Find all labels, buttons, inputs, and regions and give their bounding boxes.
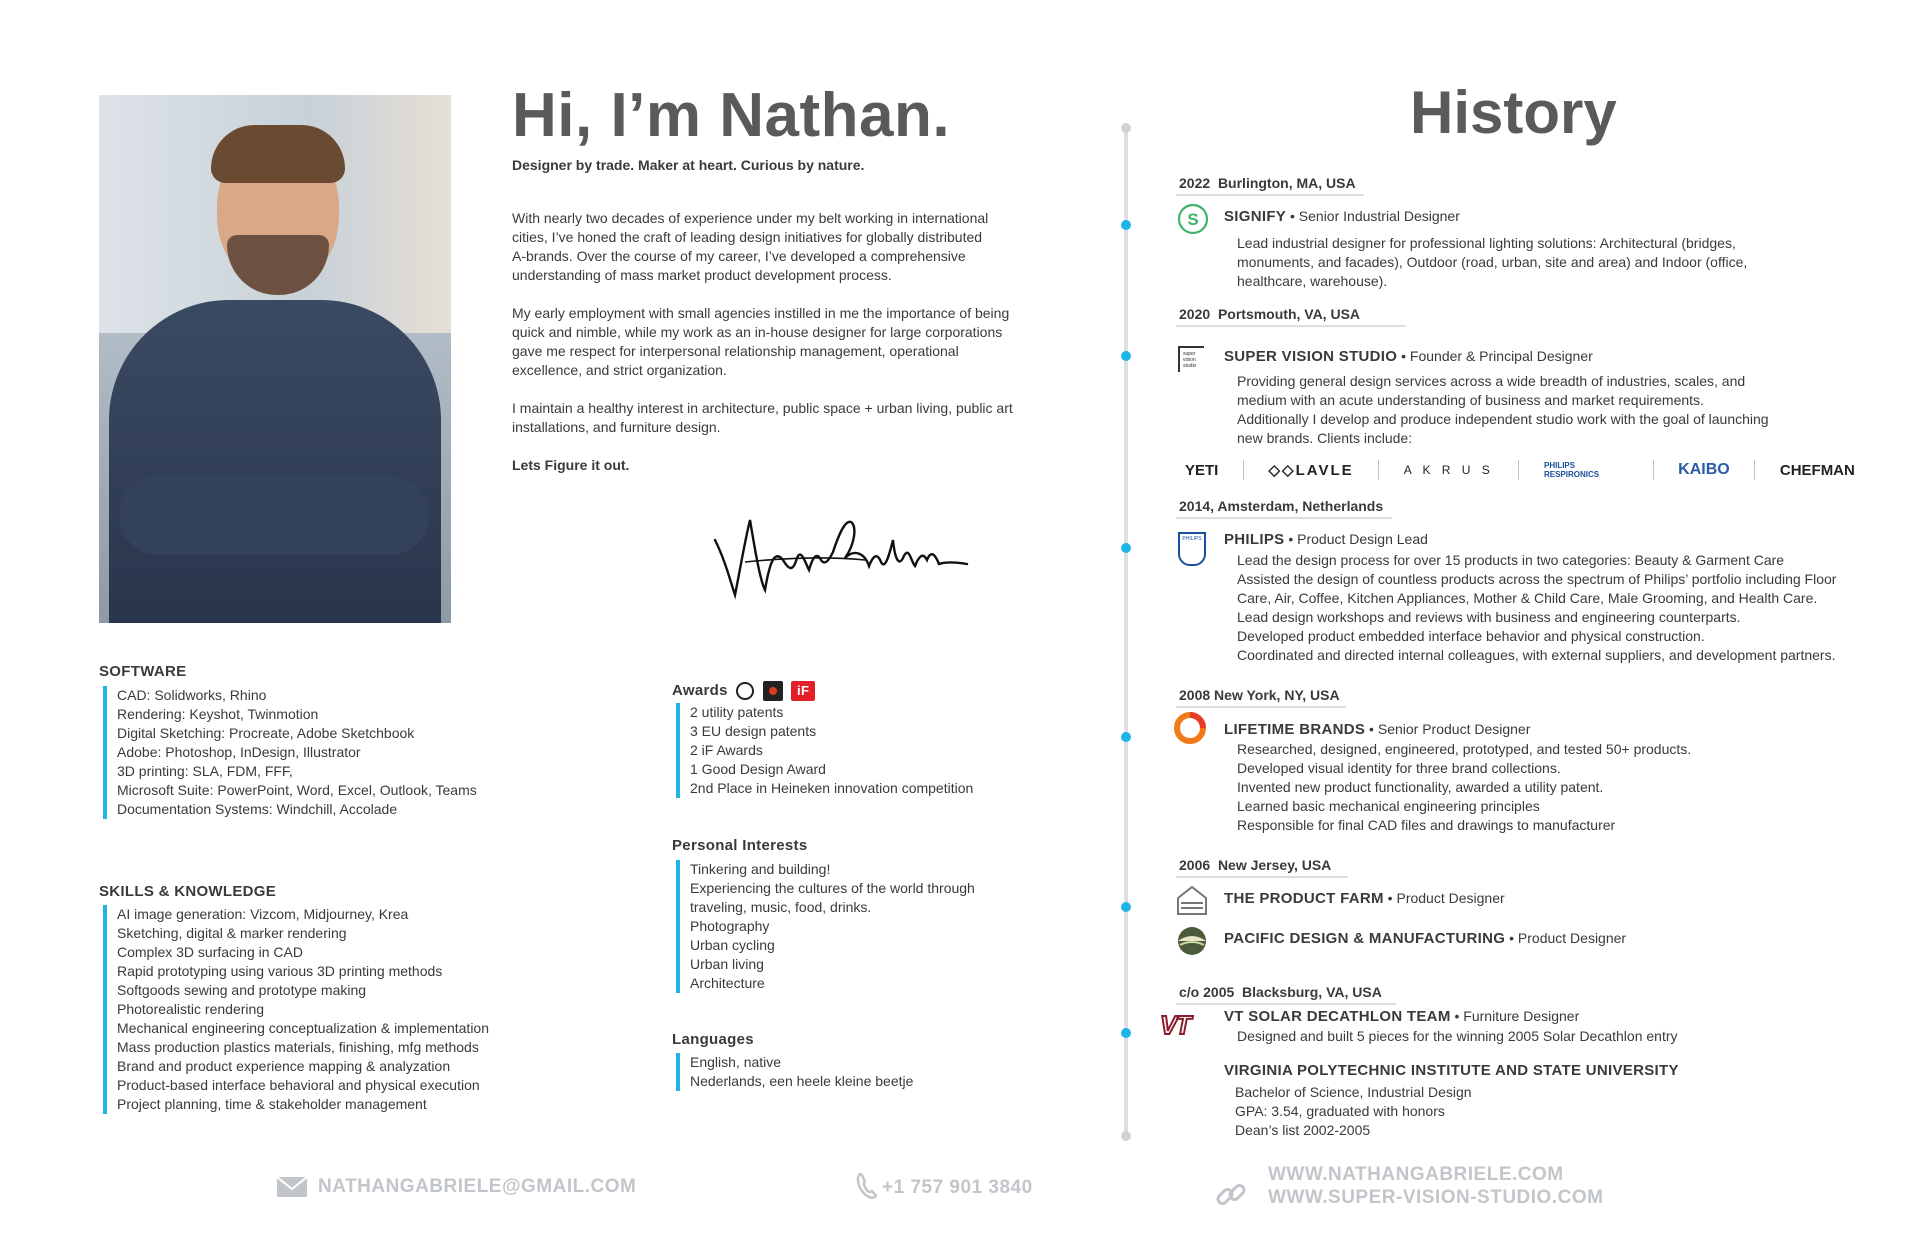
education-description: Bachelor of Science, Industrial Design GPA: 3.54, graduated with honors Dean’s list 2002-2005 [1235,1084,1472,1138]
history-description: Lead the design process for over 15 products in two categories: Beauty & Garment Care Assisted the design of countless products across the spectrum of Philips’ portfolio including Floor Care, Air, Coffee, Kitchen Appliances, Mother & Child Care, Male Grooming, and Health Care. Lead design workshops and reviews with business and engineering counterparts. Developed product embedded interface behavior and physical construction. Coordinated and directed internal colleagues, with external suppliers, and development partners. [1237,552,1837,663]
list-item: Photorealistic rendering [117,1001,265,1017]
studio-website-link[interactable]: WWW.SUPER-VISION-STUDIO.COM [1268,1187,1604,1208]
list-item: Brand and product experience mapping & analyzation [117,1058,451,1074]
client-logo: YETI [1185,461,1219,479]
education-school: VIRGINIA POLYTECHNIC INSTITUTE AND STATE UNIVERSITY [1224,1062,1679,1079]
intro-paragraph-2: My early employment with small agencies instilled in me the importance of being quick and nimble, while my work as an in-house designer for large corporations gave me respect for interpersonal relationship management, operational excellence, and strict organization. [512,305,1010,378]
email-link[interactable]: NATHANGABRIELE@GMAIL.COM [318,1176,637,1197]
list-item: Nederlands, een heele kleine beetje [690,1073,914,1089]
client-logo: PHILIPS RESPIRONICS [1543,461,1600,479]
intro-paragraph-1: With nearly two decades of experience under my belt working in international cities, I’ve honed the craft of leading design initiatives for globally distributed A-brands. Over the course of my career, I’ve developed a comprehensive understanding of mass market product development process. [512,210,989,283]
lifetime-brands-logo-icon [1174,712,1206,744]
history-company: SIGNIFY • Senior Industrial Designer [1224,208,1460,225]
timeline-dot [1121,220,1131,230]
signify-logo-icon [1177,203,1209,235]
page-title: Hi, I’m Nathan. [512,81,951,150]
languages-title: Languages [672,1031,754,1048]
pacific-design-logo-icon [1176,925,1208,957]
list-item: Documentation Systems: Windchill, Accolade [117,801,398,817]
product-farm-logo-icon [1176,884,1208,916]
vt-logo-icon: VT [1160,1010,1190,1040]
if-award-icon: iF [791,681,815,701]
list-item: Mechanical engineering conceptualization & implementation [117,1020,490,1036]
timeline-line [1124,126,1128,1138]
history-description: Lead industrial designer for professional lighting solutions: Architectural (bridges, monuments, and facades), Outdoor (road, urban, site and area) and Indoor (office, healthcare, warehouse). [1237,235,1748,289]
list-item: Architecture [690,975,765,991]
timeline-dot [1121,1028,1131,1038]
list-item: CAD: Solidworks, Rhino [117,687,267,703]
awards-list [676,703,973,798]
intro-paragraph-3: I maintain a healthy interest in architecture, public space + urban living, public art installations, and furniture design. [512,400,1013,435]
list-item: Rapid prototyping using various 3D printing methods [117,963,443,979]
list-item: Softgoods sewing and prototype making [117,982,367,998]
super-vision-studio-logo-icon: super vision studio [1178,346,1204,372]
history-description: Researched, designed, engineered, prototyped, and tested 50+ products. Developed visual identity for three brand collections. Invented new product functionality, awarded a utility patent. Learned basic mechanical engineering principles Responsible for final CAD files and drawings to manufacturer [1237,741,1692,833]
red-dot-award-icon [763,681,783,701]
list-item: 2nd Place in Heineken innovation competition [690,780,974,796]
profile-photo [99,95,451,623]
list-item: Urban cycling [690,937,775,953]
history-location: 2020 Portsmouth, VA, USA [1179,306,1361,322]
client-logo: CHEFMAN [1779,461,1855,479]
timeline-dot [1121,543,1131,553]
client-logo: ◇◇LAVLE [1268,462,1354,479]
list-item: Tinkering and building! [690,861,831,877]
client-logos [1185,459,1855,481]
tagline: Designer by trade. Maker at heart. Curious by nature. [512,157,865,173]
history-description: Designed and built 5 pieces for the winning 2005 Solar Decathlon entry [1237,1028,1678,1044]
history-description: Providing general design services across a wide breadth of industries, scales, and medium with an acute understanding of business and market requirements. Additionally I develop and produce independent studio work with the goal of launching new brands. Clients include: [1237,373,1769,446]
intro-closing: Lets Figure it out. [512,457,630,473]
client-logo: KAIBO [1678,461,1730,478]
timeline-start-cap [1121,123,1131,133]
list-item: Experiencing the cultures of the world through [690,880,975,896]
list-item: Complex 3D surfacing in CAD [117,944,303,960]
phone-link[interactable]: +1 757 901 3840 [882,1177,1033,1198]
list-item: Photography [690,918,770,934]
list-item: Sketching, digital & marker rendering [117,925,347,941]
history-location: 2014, Amsterdam, Netherlands [1179,498,1384,514]
timeline-dot [1121,351,1131,361]
phone-icon [856,1172,878,1200]
svg-text:S: S [1187,210,1199,229]
history-location: 2022 Burlington, MA, USA [1179,175,1356,191]
list-item: Microsoft Suite: PowerPoint, Word, Excel, Outlook, Teams [117,782,477,798]
philips-logo-icon: PHILIPS [1178,532,1206,566]
timeline-end-cap [1121,1131,1131,1141]
signature [705,500,975,610]
history-location: 2008 New York, NY, USA [1179,687,1340,703]
timeline-dot [1121,902,1131,912]
list-item: Urban living [690,956,764,972]
history-location: 2006 New Jersey, USA [1179,857,1332,873]
list-item: Project planning, time & stakeholder management [117,1096,427,1112]
history-company: THE PRODUCT FARM • Product Designer [1224,890,1505,907]
list-item: 2 iF Awards [690,742,763,758]
history-company: LIFETIME BRANDS • Senior Product Designer [1224,721,1531,738]
link-icon [1214,1178,1248,1212]
list-item: Product-based interface behavioral and physical execution [117,1077,480,1093]
history-company: PACIFIC DESIGN & MANUFACTURING • Product Designer [1224,930,1627,947]
history-company: VT SOLAR DECATHLON TEAM • Furniture Designer [1224,1008,1580,1025]
skills-list [103,905,489,1114]
list-item: English, native [690,1054,782,1070]
list-item: 1 Good Design Award [690,761,826,777]
awards-header [672,681,815,701]
email-icon [276,1176,308,1198]
list-item: Mass production plastics materials, finishing, mfg methods [117,1039,479,1055]
list-item: AI image generation: Vizcom, Midjourney, Krea [117,906,409,922]
list-item: traveling, music, food, drinks. [690,899,872,915]
list-item: 2 utility patents [690,704,784,720]
interests-list [676,860,975,993]
software-list [103,686,477,819]
list-item: 3D printing: SLA, FDM, FFF, [117,763,293,779]
list-item: Adobe: Photoshop, InDesign, Illustrator [117,744,361,760]
history-company: PHILIPS • Product Design Lead [1224,531,1428,548]
skills-title: SKILLS & KNOWLEDGE [99,883,277,900]
client-logo: A K R U S [1403,463,1494,477]
good-design-award-icon [736,682,754,700]
history-company: SUPER VISION STUDIO • Founder & Principal Designer [1224,348,1593,365]
timeline-dot [1121,732,1131,742]
list-item: 3 EU design patents [690,723,817,739]
awards-title: Awards [672,681,728,699]
history-location: c/o 2005 Blacksburg, VA, USA [1179,984,1382,1000]
list-item: Digital Sketching: Procreate, Adobe Sketchbook [117,725,415,741]
software-title: SOFTWARE [99,663,187,680]
website-link[interactable]: WWW.NATHANGABRIELE.COM [1268,1164,1564,1185]
list-item: Rendering: Keyshot, Twinmotion [117,706,319,722]
interests-title: Personal Interests [672,837,808,854]
languages-list [676,1053,913,1091]
history-title: History [1410,79,1617,146]
